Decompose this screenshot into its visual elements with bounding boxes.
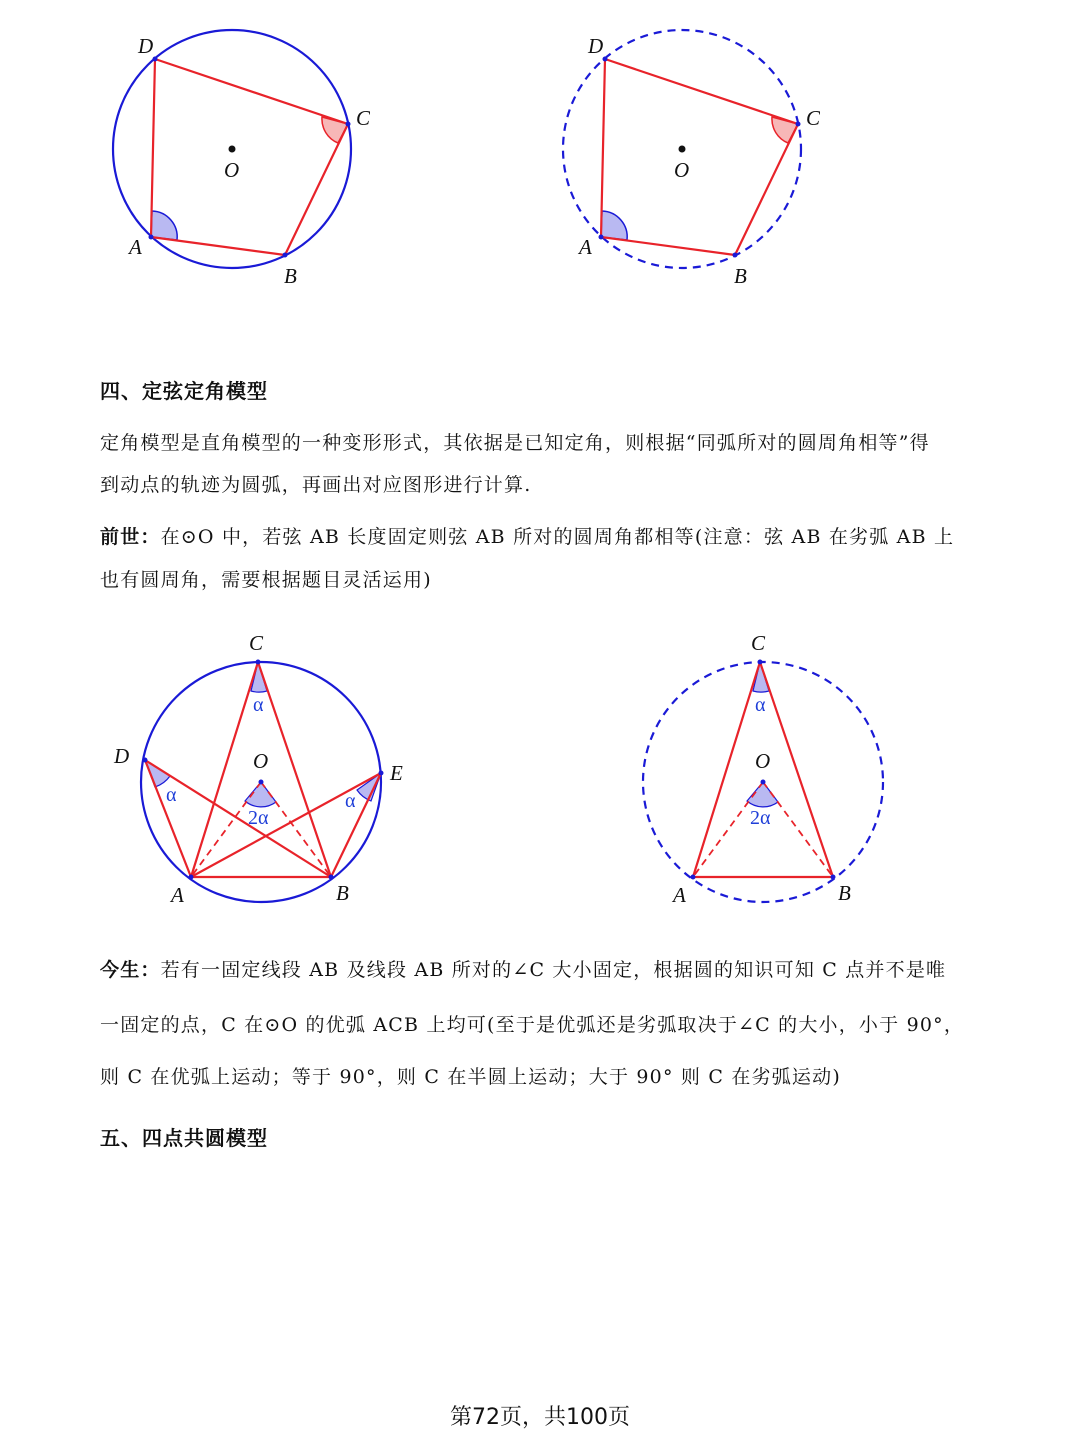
segment-ca: [693, 662, 760, 877]
page-number-footer: 第72页，共100页: [450, 1405, 630, 1430]
label-o: O: [674, 158, 690, 182]
section-5-heading: 五、四点共圆模型: [100, 1126, 268, 1150]
label-c: C: [751, 631, 766, 655]
segment-oa-dashed: [693, 782, 763, 877]
figure-quadrilateral-dashed: [550, 25, 820, 295]
label-c: C: [249, 631, 264, 655]
past-text: 在⊙O 中，若弦 AB 长度固定则弦 AB 所对的圆周角都相等(注意：弦 AB 在劣弧 AB 上: [160, 526, 955, 548]
quadrilateral-abcd: [601, 59, 798, 255]
point-a: [691, 875, 696, 880]
segment-cb: [760, 662, 833, 877]
label-c: C: [356, 106, 370, 130]
label-c: C: [806, 106, 820, 130]
angle-mark-o: [245, 782, 276, 807]
point-a: [599, 235, 604, 240]
label-a: A: [673, 883, 686, 907]
label-o: O: [755, 749, 771, 773]
angle-label-d: α: [166, 784, 177, 806]
angle-label-e: α: [345, 790, 356, 812]
label-d: D: [588, 34, 604, 58]
center-dot: [679, 146, 686, 153]
point-b: [283, 253, 288, 258]
present-paragraph-line-2: 一固定的点，C 在⊙O 的优弧 ACB 上均可(至于是优弧还是劣弧取决于∠C 的大小，小于 90°，: [100, 1014, 965, 1036]
label-b: B: [284, 264, 297, 288]
quadrilateral-abcd: [151, 59, 348, 255]
present-paragraph-line-3: 则 C 在优弧上运动；等于 90°，则 C 在半圆上运动；大于 90° 则 C 在劣弧运动): [100, 1066, 841, 1088]
segment-db: [145, 760, 331, 877]
label-o: O: [253, 749, 269, 773]
angle-label-c: α: [253, 694, 264, 716]
past-label: 前世：: [100, 526, 161, 548]
angle-mark-o: [747, 782, 778, 807]
angle-mark-a: [601, 211, 627, 240]
segment-ob-dashed: [261, 782, 331, 877]
label-b: B: [838, 881, 851, 905]
angle-label-c: α: [755, 694, 766, 716]
label-a: A: [171, 883, 184, 907]
center-dot: [761, 780, 766, 785]
figure-quadrilateral-solid: [100, 25, 370, 295]
label-a: A: [579, 235, 592, 259]
angle-label-o: 2α: [248, 807, 269, 829]
point-c: [256, 660, 261, 665]
section-4-intro-line-1: 定角模型是直角模型的一种变形形式，其依据是已知定角，则根据“同弧所对的圆周角相等”得: [100, 432, 930, 454]
past-paragraph-line-1: [100, 522, 985, 549]
angle-mark-a: [151, 211, 177, 240]
segment-ob-dashed: [763, 782, 833, 877]
label-e: E: [390, 761, 403, 785]
point-b: [329, 875, 334, 880]
present-text: 若有一固定线段 AB 及线段 AB 所对的∠C 大小固定，根据圆的知识可知 C 点并不是唯: [160, 959, 947, 981]
present-label: 今生：: [100, 959, 161, 981]
point-b: [733, 253, 738, 258]
point-d: [603, 57, 608, 62]
label-d: D: [138, 34, 154, 58]
point-a: [149, 235, 154, 240]
center-dot: [259, 780, 264, 785]
present-paragraph-line-1: [100, 955, 985, 982]
point-e: [379, 771, 384, 776]
point-b: [831, 875, 836, 880]
section-4-intro-line-2: 到动点的轨迹为圆弧，再画出对应图形进行计算.: [100, 474, 532, 496]
section-4-heading: 四、定弦定角模型: [100, 379, 268, 403]
label-b: B: [734, 264, 747, 288]
point-a: [189, 875, 194, 880]
angle-label-o: 2α: [750, 807, 771, 829]
center-dot: [229, 146, 236, 153]
point-d: [143, 758, 148, 763]
past-paragraph-line-2: 也有圆周角，需要根据题目灵活运用): [100, 569, 432, 591]
label-d: D: [114, 744, 130, 768]
figure-fixed-chord-dashed: [630, 625, 900, 910]
point-c: [346, 122, 351, 127]
segment-cb: [258, 662, 331, 877]
point-c: [796, 122, 801, 127]
point-c: [758, 660, 763, 665]
figure-fixed-chord-solid: [105, 625, 415, 910]
point-d: [153, 57, 158, 62]
label-o: O: [224, 158, 240, 182]
label-b: B: [336, 881, 349, 905]
label-a: A: [129, 235, 142, 259]
